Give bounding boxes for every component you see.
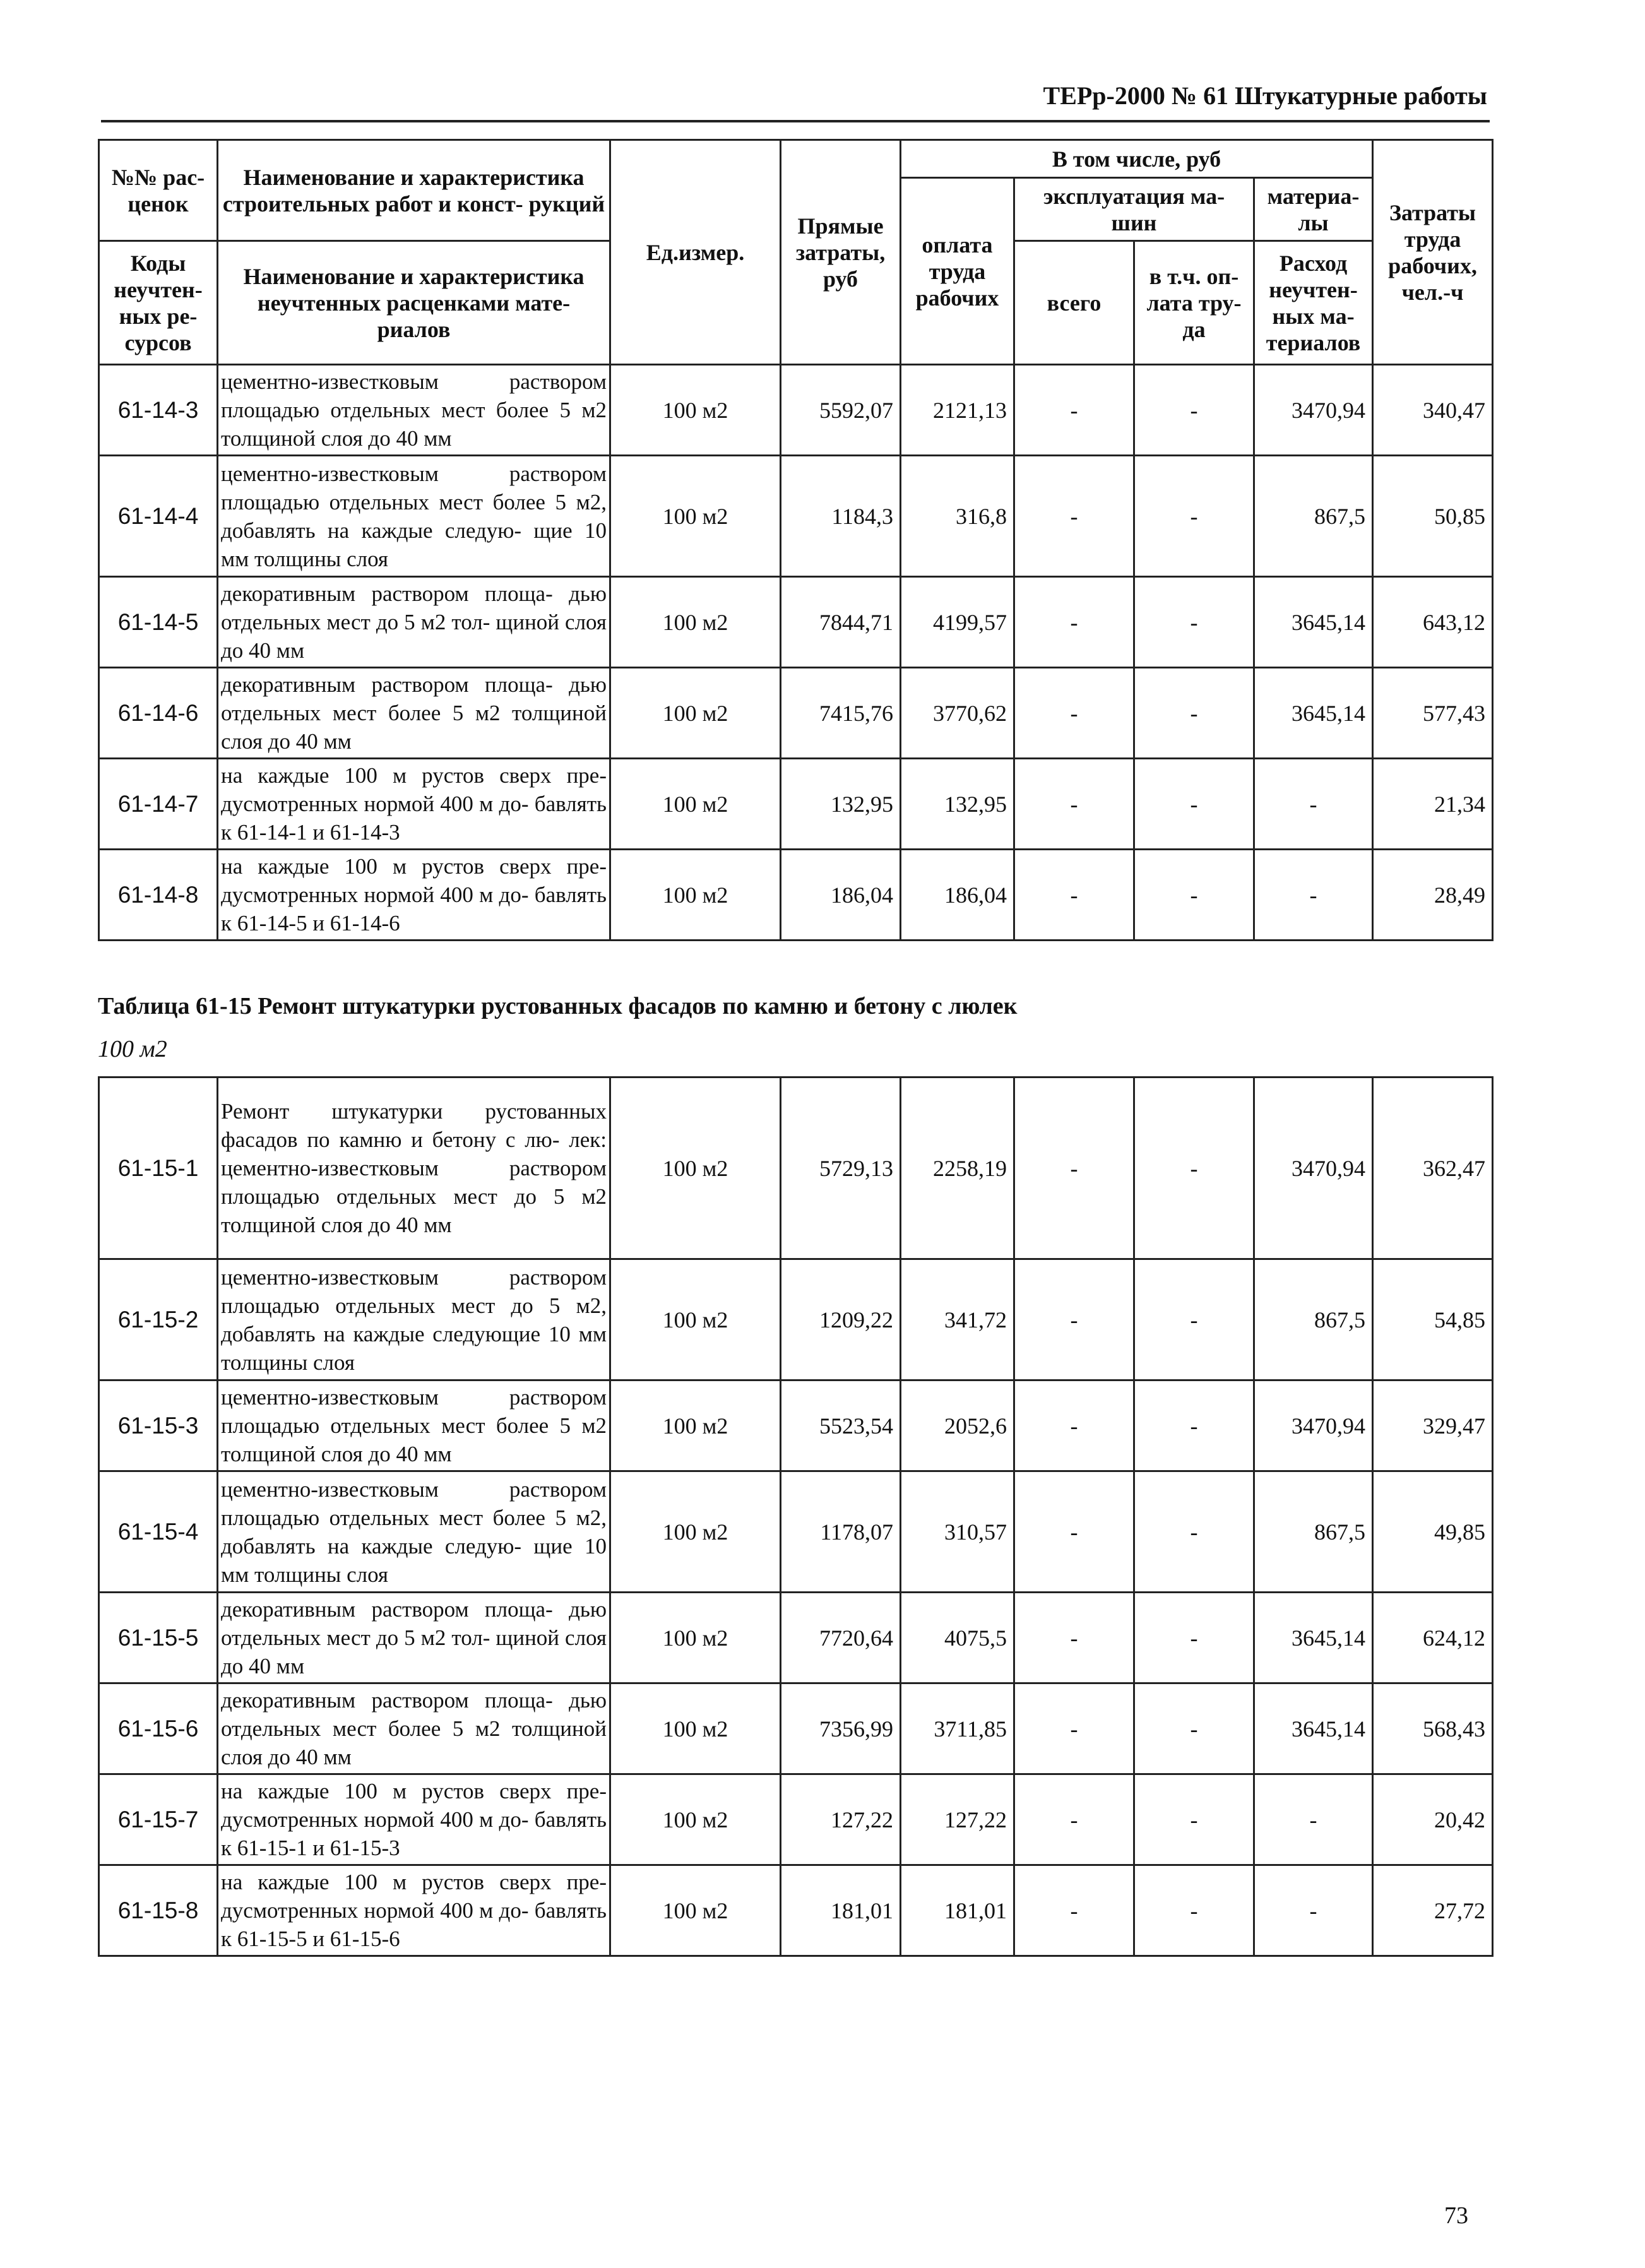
machines-labor: -	[1134, 1593, 1254, 1683]
running-header: ТЕРр-2000 № 61 Штукатурные работы	[1043, 81, 1487, 110]
direct-costs: 5592,07	[781, 365, 901, 456]
labor-pay: 4199,57	[901, 577, 1014, 668]
table-row	[99, 456, 1493, 577]
direct-costs: 127,22	[781, 1774, 901, 1865]
table-row	[99, 1259, 1493, 1380]
table-row	[99, 1774, 1493, 1865]
machines-all: -	[1014, 1774, 1134, 1865]
work-name: на каждые 100 м рустов сверх пре- дусмотренных нормой 400 м до- бавлять к 61-15-1 и 61-15-3	[218, 1774, 610, 1865]
machines-labor: -	[1134, 1471, 1254, 1593]
page-number: 73	[1444, 2202, 1468, 2229]
labor-hours: 54,85	[1373, 1259, 1493, 1380]
labor-hours: 340,47	[1373, 365, 1493, 456]
col-header-direct-costs: Прямые затраты, руб	[781, 140, 901, 365]
labor-hours: 643,12	[1373, 577, 1493, 668]
materials: 3645,14	[1254, 577, 1373, 668]
table-row	[99, 1380, 1493, 1471]
machines-labor: -	[1134, 1774, 1254, 1865]
direct-costs: 7720,64	[781, 1593, 901, 1683]
table-row	[99, 1078, 1493, 1259]
materials: 867,5	[1254, 1259, 1373, 1380]
col-header-including: В том числе, руб	[901, 140, 1373, 178]
unit: 100 м2	[610, 1593, 781, 1683]
rate-code: 61-14-4	[99, 456, 218, 577]
machines-labor: -	[1134, 1078, 1254, 1259]
materials: 3645,14	[1254, 1683, 1373, 1774]
machines-all: -	[1014, 1683, 1134, 1774]
work-name: цементно-известковым раствором площадью отдельных мест более 5 м2, добавлять на каждые следую- щие 10 мм толщины слоя	[218, 1471, 610, 1593]
machines-labor: -	[1134, 1865, 1254, 1956]
unit: 100 м2	[610, 668, 781, 759]
labor-pay: 341,72	[901, 1259, 1014, 1380]
labor-hours: 20,42	[1373, 1774, 1493, 1865]
materials: 867,5	[1254, 1471, 1373, 1593]
machines-all: -	[1014, 1259, 1134, 1380]
labor-pay: 132,95	[901, 759, 1014, 850]
rate-code: 61-15-3	[99, 1380, 218, 1471]
direct-costs: 7415,76	[781, 668, 901, 759]
rate-code: 61-15-7	[99, 1774, 218, 1865]
work-name: цементно-известковым раствором площадью отдельных мест более 5 м2, добавлять на каждые следую- щие 10 мм толщины слоя	[218, 456, 610, 577]
direct-costs: 5523,54	[781, 1380, 901, 1471]
work-name: цементно-известковым раствором площадью отдельных мест более 5 м2 толщиной слоя до 40 мм	[218, 1380, 610, 1471]
materials: 867,5	[1254, 456, 1373, 577]
unit: 100 м2	[610, 365, 781, 456]
table-row	[99, 759, 1493, 850]
direct-costs: 181,01	[781, 1865, 901, 1956]
machines-labor: -	[1134, 577, 1254, 668]
labor-hours: 624,12	[1373, 1593, 1493, 1683]
labor-hours: 362,47	[1373, 1078, 1493, 1259]
machines-all: -	[1014, 850, 1134, 941]
labor-pay: 2121,13	[901, 365, 1014, 456]
work-name: Ремонт штукатурки рустованных фасадов по камню и бетону с лю- лек: цементно-известковым раствором площадью отдельных мест до 5 м2 толщиной слоя до 40 мм	[218, 1078, 610, 1259]
rate-code: 61-15-6	[99, 1683, 218, 1774]
unit: 100 м2	[610, 456, 781, 577]
header-rule	[101, 120, 1490, 122]
machines-all: -	[1014, 1593, 1134, 1683]
unit: 100 м2	[610, 1259, 781, 1380]
machines-all: -	[1014, 759, 1134, 850]
work-name: цементно-известковым раствором площадью отдельных мест более 5 м2 толщиной слоя до 40 мм	[218, 365, 610, 456]
labor-hours: 27,72	[1373, 1865, 1493, 1956]
unit: 100 м2	[610, 1683, 781, 1774]
table-row	[99, 1865, 1493, 1956]
rate-code: 61-14-7	[99, 759, 218, 850]
labor-pay: 127,22	[901, 1774, 1014, 1865]
machines-labor: -	[1134, 1683, 1254, 1774]
rate-code: 61-15-8	[99, 1865, 218, 1956]
col-header-unit: Ед.измер.	[610, 140, 781, 365]
machines-all: -	[1014, 577, 1134, 668]
unit: 100 м2	[610, 1774, 781, 1865]
materials: 3645,14	[1254, 1593, 1373, 1683]
rate-code: 61-14-8	[99, 850, 218, 941]
rate-code: 61-15-1	[99, 1078, 218, 1259]
work-name: на каждые 100 м рустов сверх пре- дусмотренных нормой 400 м до- бавлять к 61-14-5 и 61-14-6	[218, 850, 610, 941]
machines-labor: -	[1134, 1380, 1254, 1471]
direct-costs: 7356,99	[781, 1683, 901, 1774]
unit: 100 м2	[610, 1471, 781, 1593]
direct-costs: 1178,07	[781, 1471, 901, 1593]
labor-hours: 577,43	[1373, 668, 1493, 759]
machines-all: -	[1014, 365, 1134, 456]
direct-costs: 7844,71	[781, 577, 901, 668]
labor-pay: 186,04	[901, 850, 1014, 941]
work-name: на каждые 100 м рустов сверх пре- дусмотренных нормой 400 м до- бавлять к 61-14-1 и 61-14-3	[218, 759, 610, 850]
direct-costs: 186,04	[781, 850, 901, 941]
direct-costs: 1184,3	[781, 456, 901, 577]
col-header-code: №№ рас- ценок	[99, 140, 218, 241]
col-header-labor-pay: оплата труда рабочих	[901, 178, 1014, 365]
direct-costs: 5729,13	[781, 1078, 901, 1259]
labor-hours: 28,49	[1373, 850, 1493, 941]
col-header-resource-codes: Коды неучтен- ных ре- сурсов	[99, 241, 218, 365]
table-row	[99, 1471, 1493, 1593]
labor-pay: 3770,62	[901, 668, 1014, 759]
labor-pay: 310,57	[901, 1471, 1014, 1593]
col-header-materials-name: Наименование и характеристика неучтенных расценками мате- риалов	[218, 241, 610, 365]
measurement-unit-note: 100 м2	[98, 1036, 167, 1062]
unit: 100 м2	[610, 850, 781, 941]
machines-labor: -	[1134, 1259, 1254, 1380]
work-name: декоративным раствором площа- дью отдельных мест более 5 м2 толщиной слоя до 40 мм	[218, 1683, 610, 1774]
rate-code: 61-15-5	[99, 1593, 218, 1683]
work-name: цементно-известковым раствором площадью отдельных мест до 5 м2, добавлять на каждые следующие 10 мм толщины слоя	[218, 1259, 610, 1380]
materials: 3470,94	[1254, 1078, 1373, 1259]
machines-all: -	[1014, 1865, 1134, 1956]
rates-table-61-14	[98, 139, 1494, 941]
table-row	[99, 850, 1493, 941]
unit: 100 м2	[610, 577, 781, 668]
labor-pay: 316,8	[901, 456, 1014, 577]
col-header-labor-cost: Затраты труда рабочих, чел.-ч	[1373, 140, 1493, 365]
table-row	[99, 668, 1493, 759]
col-header-materials: материа- лы	[1254, 178, 1373, 241]
materials: -	[1254, 1865, 1373, 1956]
unit: 100 м2	[610, 1078, 781, 1259]
col-header-materials-extra: Расход неучтен- ных ма- териалов	[1254, 241, 1373, 365]
labor-pay: 181,01	[901, 1865, 1014, 1956]
machines-all: -	[1014, 1078, 1134, 1259]
machines-labor: -	[1134, 759, 1254, 850]
rate-code: 61-14-5	[99, 577, 218, 668]
work-name: на каждые 100 м рустов сверх пре- дусмотренных нормой 400 м до- бавлять к 61-15-5 и 61-15-6	[218, 1865, 610, 1956]
col-header-machines-all: всего	[1014, 241, 1134, 365]
labor-hours: 568,43	[1373, 1683, 1493, 1774]
materials: -	[1254, 759, 1373, 850]
materials: -	[1254, 850, 1373, 941]
materials: 3645,14	[1254, 668, 1373, 759]
unit: 100 м2	[610, 1865, 781, 1956]
rate-code: 61-15-4	[99, 1471, 218, 1593]
work-name: декоративным раствором площа- дью отдельных мест до 5 м2 тол- щиной слоя до 40 мм	[218, 1593, 610, 1683]
table-row	[99, 365, 1493, 456]
labor-hours: 50,85	[1373, 456, 1493, 577]
labor-pay: 2052,6	[901, 1380, 1014, 1471]
materials: -	[1254, 1774, 1373, 1865]
direct-costs: 1209,22	[781, 1259, 901, 1380]
labor-hours: 329,47	[1373, 1380, 1493, 1471]
rate-code: 61-14-6	[99, 668, 218, 759]
unit: 100 м2	[610, 1380, 781, 1471]
labor-pay: 4075,5	[901, 1593, 1014, 1683]
table-row	[99, 577, 1493, 668]
rate-code: 61-15-2	[99, 1259, 218, 1380]
machines-all: -	[1014, 1471, 1134, 1593]
machines-labor: -	[1134, 850, 1254, 941]
unit: 100 м2	[610, 759, 781, 850]
rates-table-61-15	[98, 1076, 1494, 1957]
col-header-machines-labor: в т.ч. оп- лата тру- да	[1134, 241, 1254, 365]
materials: 3470,94	[1254, 365, 1373, 456]
labor-pay: 2258,19	[901, 1078, 1014, 1259]
machines-all: -	[1014, 456, 1134, 577]
table-row	[99, 1593, 1493, 1683]
table-row	[99, 1683, 1493, 1774]
machines-all: -	[1014, 668, 1134, 759]
rate-code: 61-14-3	[99, 365, 218, 456]
machines-labor: -	[1134, 365, 1254, 456]
direct-costs: 132,95	[781, 759, 901, 850]
machines-all: -	[1014, 1380, 1134, 1471]
machines-labor: -	[1134, 456, 1254, 577]
work-name: декоративным раствором площа- дью отдельных мест более 5 м2 толщиной слоя до 40 мм	[218, 668, 610, 759]
col-header-name: Наименование и характеристика строительных работ и конст- рукций	[218, 140, 610, 241]
labor-hours: 21,34	[1373, 759, 1493, 850]
machines-labor: -	[1134, 668, 1254, 759]
materials: 3470,94	[1254, 1380, 1373, 1471]
work-name: декоративным раствором площа- дью отдельных мест до 5 м2 тол- щиной слоя до 40 мм	[218, 577, 610, 668]
table-caption: Таблица 61-15 Ремонт штукатурки рустованных фасадов по камню и бетону с люлек	[98, 993, 1018, 1019]
labor-hours: 49,85	[1373, 1471, 1493, 1593]
labor-pay: 3711,85	[901, 1683, 1014, 1774]
col-header-machines: эксплуатация ма- шин	[1014, 178, 1254, 241]
